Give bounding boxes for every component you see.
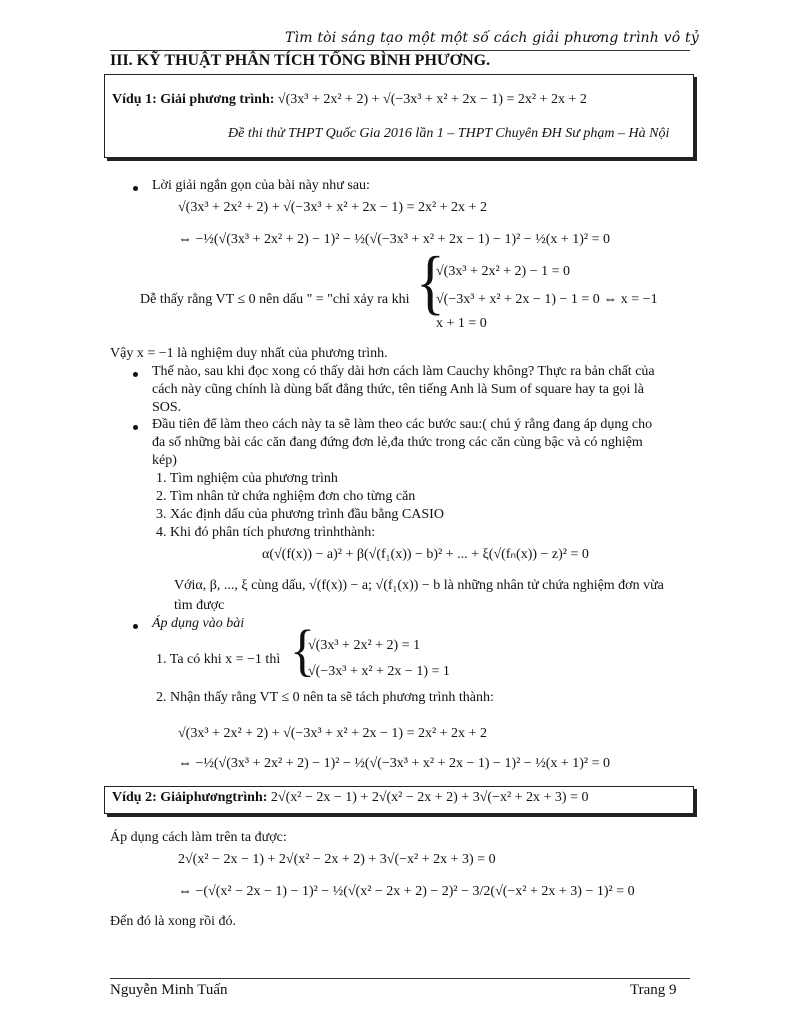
system-brace: { bbox=[416, 242, 445, 322]
apply-eq2: ⇔ −½(√(3x³ + 2x² + 2) − 1)² − ½(√(−3x³ + x² + 2x − 1) − 1)² − ½(x + 1)² = 0 bbox=[178, 756, 611, 771]
apply-brace: { bbox=[290, 620, 315, 683]
example2-equation: 2√(x² − 2x − 1) + 2√(x² − 2x + 2) + 3√(−x² + 2x + 3) = 0 bbox=[270, 790, 589, 805]
example2-intro: Áp dụng cách làm trên ta được: bbox=[110, 830, 287, 845]
apply-step1-eq1: √(3x³ + 2x² + 2) = 1 bbox=[308, 638, 421, 653]
footer-page: Trang 9 bbox=[630, 982, 677, 998]
step-2: 2. Tìm nhân tử chứa nghiệm đơn cho từng căn bbox=[156, 489, 416, 504]
example2-line2: ⇔ −(√(x² − 2x − 1) − 1)² − ½(√(x² − 2x + 2) − 2)² − 3/2(√(−x² + 2x + 3) − 1)² = 0 bbox=[178, 884, 635, 899]
bullet2-line3: SOS. bbox=[152, 400, 182, 415]
apply-step1-eq2: √(−3x³ + x² + 2x − 1) = 1 bbox=[308, 664, 450, 679]
example1-line bbox=[112, 92, 587, 108]
general-note-1: Vớiα, β, ..., ξ cùng dấu, √(f(x)) − a; √(f₁(x)) − b là những nhân tử chứa nghiệm đơn vừa bbox=[174, 578, 664, 593]
apply-eq1: √(3x³ + 2x² + 2) + √(−3x³ + x² + 2x − 1) = 2x² + 2x + 2 bbox=[178, 726, 487, 741]
apply-title: Áp dụng vào bài bbox=[152, 616, 245, 631]
example2-label: Vídụ 2: Giảiphươngtrình: bbox=[112, 790, 268, 805]
step-1: 1. Tìm nghiệm của phương trình bbox=[156, 471, 338, 486]
step-4: 4. Khi đó phân tích phương trìnhthành: bbox=[156, 525, 376, 540]
example1-label: Vídụ 1: Giải phương trình: bbox=[112, 92, 275, 107]
solution-line1: √(3x³ + 2x² + 2) + √(−3x³ + x² + 2x − 1) = 2x² + 2x + 2 bbox=[178, 200, 487, 215]
general-form: α(√(f(x)) − a)² + β(√(f₁(x)) − b)² + ... + ξ(√(fₙ(x)) − z)² = 0 bbox=[262, 547, 589, 562]
bullet-dot bbox=[133, 372, 138, 377]
example1-box bbox=[104, 74, 694, 158]
section-title: III. KỸ THUẬT PHÂN TÍCH TỔNG BÌNH PHƯƠNG. bbox=[110, 52, 491, 69]
example2-end: Đến đó là xong rồi đó. bbox=[110, 914, 236, 929]
apply-step1-prefix: 1. Ta có khi x = −1 thì bbox=[156, 652, 281, 667]
system-eq2: √(−3x³ + x² + 2x − 1) − 1 = 0 ⇔ x = −1 bbox=[436, 292, 658, 307]
footer-rule bbox=[110, 978, 690, 979]
footer-author: Nguyễn Minh Tuấn bbox=[110, 982, 228, 998]
system-eq3: x + 1 = 0 bbox=[436, 316, 487, 331]
general-note-2: tìm được bbox=[174, 598, 225, 613]
bullet2-line1: Thế nào, sau khi đọc xong có thấy dài hơn cách làm Cauchy không? Thực ra bản chất của bbox=[152, 364, 655, 379]
solution-intro: Lời giải ngắn gọn của bài này như sau: bbox=[152, 178, 370, 193]
running-header: Tìm tòi sáng tạo một một số cách giải phương trình vô tỷ bbox=[285, 30, 699, 46]
example2-line bbox=[112, 790, 589, 806]
header-rule bbox=[110, 50, 690, 51]
apply-step2: 2. Nhận thấy rằng VT ≤ 0 nên ta sẽ tách phương trình thành: bbox=[156, 690, 494, 705]
bullet-dot bbox=[133, 624, 138, 629]
example1-equation: √(3x³ + 2x² + 2) + √(−3x³ + x² + 2x − 1) = 2x² + 2x + 2 bbox=[277, 92, 587, 107]
example2-line1: 2√(x² − 2x − 1) + 2√(x² − 2x + 2) + 3√(−x² + 2x + 3) = 0 bbox=[178, 852, 496, 867]
bullet2-line2: cách này cũng chính là dùng bất đẳng thức, tên tiếng Anh là Sum of square hay ta gọi là bbox=[152, 382, 645, 397]
bullet3-line2: đa số những bài các căn đang đứng đơn lẻ,đa thức trong các căn cùng bậc và có nghiệm bbox=[152, 435, 643, 450]
bullet3-line1: Đầu tiên để làm theo cách này ta sẽ làm theo các bước sau:( chú ý rằng đang áp dụng cho bbox=[152, 417, 653, 432]
bullet3-line3: kép) bbox=[152, 453, 177, 468]
example1-source: Đề thi thử THPT Quốc Gia 2016 lần 1 – THPT Chuyên ĐH Sư phạm – Hà Nội bbox=[228, 126, 670, 141]
system-eq1: √(3x³ + 2x² + 2) − 1 = 0 bbox=[436, 264, 570, 279]
bullet-dot bbox=[133, 186, 138, 191]
solution-line2: ⇔ −½(√(3x³ + 2x² + 2) − 1)² − ½(√(−3x³ + x² + 2x − 1) − 1)² − ½(x + 1)² = 0 bbox=[178, 232, 611, 247]
solution-conclusion: Vậy x = −1 là nghiệm duy nhất của phương trình. bbox=[110, 346, 388, 361]
step-3: 3. Xác định dấu của phương trình đầu bằng CASIO bbox=[156, 507, 444, 522]
bullet-dot bbox=[133, 425, 138, 430]
system-prefix: Dễ thấy rằng VT ≤ 0 nên dấu " = "chỉ xảy ra khi bbox=[140, 292, 410, 307]
